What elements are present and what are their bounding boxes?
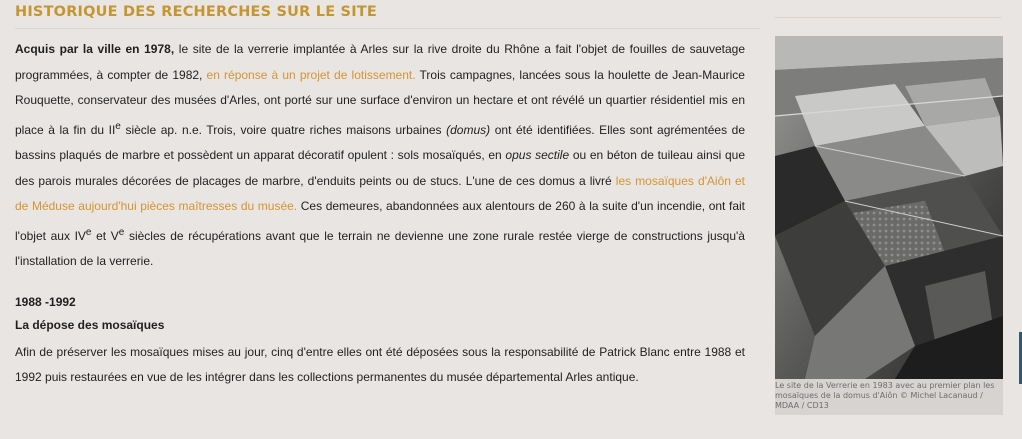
intro-lead: Acquis par la ville en 1978,	[15, 42, 175, 56]
superscript: e	[85, 226, 92, 238]
intro-text: le site de la verrerie implantée à Arles sur la rive droite du Rhône a fait l'objet de fouilles de sauvetage programmées, à compter de 1982,	[15, 42, 745, 82]
intro-paragraph	[15, 37, 745, 275]
link-lotissement[interactable]: en réponse à un projet de lotissement.	[206, 67, 416, 82]
site-photo[interactable]	[775, 36, 1003, 379]
period-years: 1988 -1992	[15, 294, 76, 309]
italic-term: (domus)	[446, 122, 491, 137]
superscript: e	[118, 226, 125, 238]
intro-text: Ces demeures, abandonnées aux alentours de 260 à la suite d'un incendie, ont fait l'objet aux IV	[15, 199, 745, 243]
intro-text: ont été identifiées. Elles sont agrémentées de bassins plaqués de marbre et possèdent un apparat décoratif opulent : sols mosaïqués, en	[15, 122, 746, 162]
section-title: HISTORIQUE DES RECHERCHES SUR LE SITE	[15, 4, 377, 20]
intro-text: siècle ap. n.e. Trois, voire quatre riches maisons urbaines	[120, 122, 447, 137]
period-heading: La dépose des mosaïques	[15, 317, 165, 332]
photo-caption: Le site de la Verrerie en 1983 avec au premier plan les mosaïques de la domus d'Aiôn © Michel Lacanaud / MDAA / CD13	[775, 379, 1003, 415]
main-content	[15, 37, 745, 391]
intro-text: et V	[91, 228, 119, 243]
period-paragraph: Afin de préserver les mosaïques mises au jour, cinq d'entre elles ont été déposées sous la responsabilité de Patrick Blanc entre 1988 et 1992 puis restaurées en vue de les intégrer dans les collections permanentes du musée départemental Arles antique.	[15, 344, 745, 384]
link-mosaiques[interactable]: les mosaïques d'Aiôn et de Méduse aujourd'hui pièces maîtresses du musée.	[15, 173, 746, 213]
title-divider	[15, 28, 760, 29]
intro-text: Trois campagnes, lancées sous la houlette de Jean-Maurice Rouquette, conservateur des musées d'Arles, ont porté sur une surface d'environ un hectare et ont révélé un quartier résidentiel mis en place à la fin du II	[15, 67, 745, 137]
superscript: e	[115, 120, 121, 132]
intro-text: siècles de récupérations avant que le terrain ne devienne une zone rurale restée vierge de constructions jusqu'à l'installation de la verrerie.	[15, 228, 745, 268]
site-figure	[775, 36, 1003, 436]
aside-divider	[775, 17, 1001, 18]
intro-text: ou en béton de tuileau ainsi que des parois murales décorées de placages de marbre, d'enduits peints ou de stucs. L'une de ces domus a livré	[15, 148, 745, 188]
italic-term: opus sectile	[505, 148, 570, 162]
